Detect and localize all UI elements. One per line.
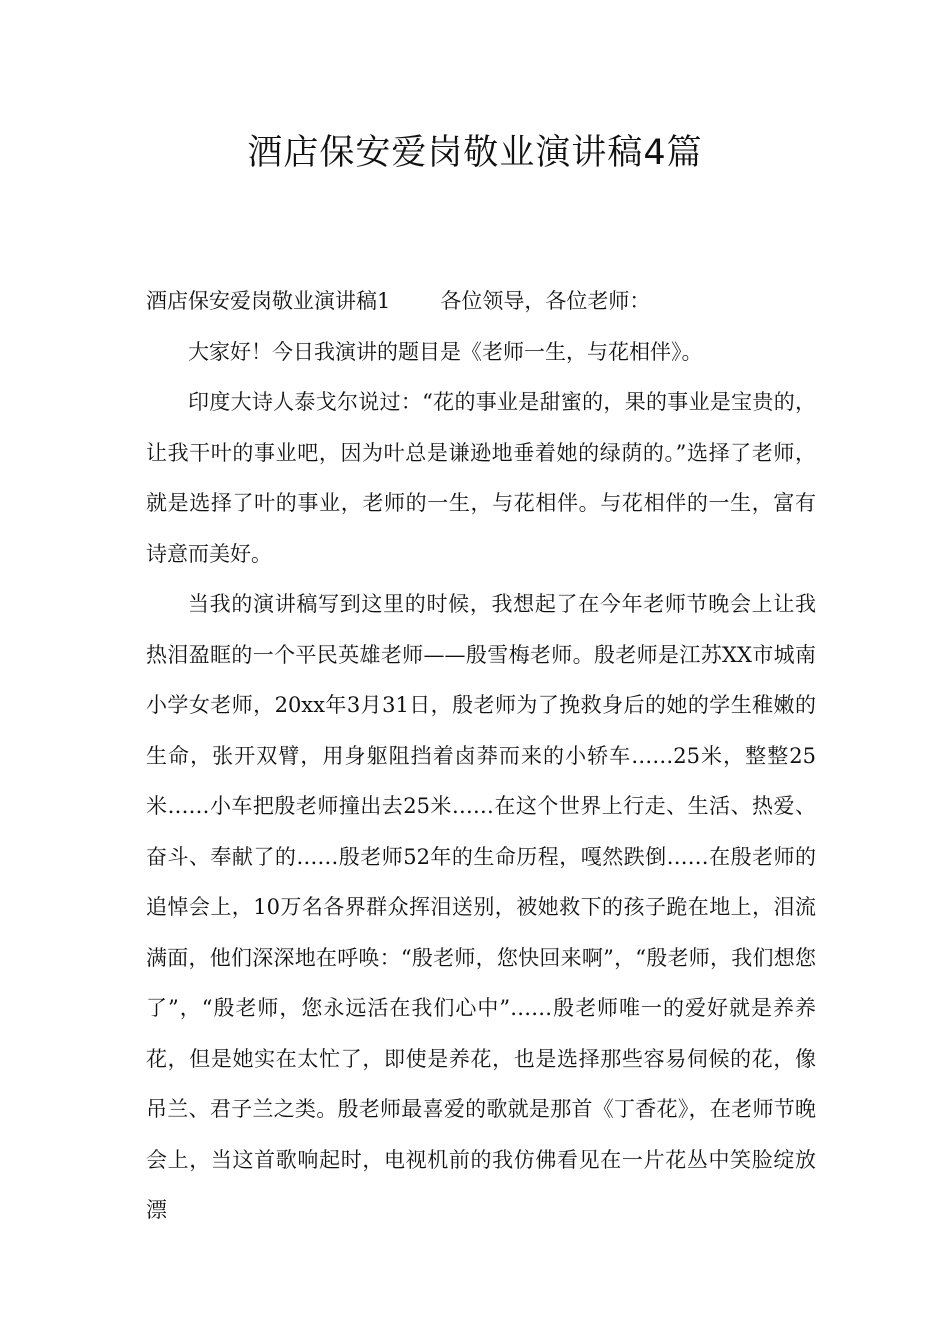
heading-line xyxy=(146,276,816,327)
document-body xyxy=(146,276,816,1236)
salutation: 各位领导，各位老师： xyxy=(440,289,651,313)
paragraph-yin-xuemei: 当我的演讲稿写到这里的时候，我想起了在今年老师节晚会上让我热泪盈眶的一个平民英雄老师——殷雪梅老师。殷老师是江苏XX市城南小学女老师，20xx年3月31日，殷老师为了挽救身后的她的学生稚嫩的生命，张开双臂，用身躯阻挡着卤莽而来的小轿车……25米，整整25米……小车把殷老师撞出去25米……在这个世界上行走、生活、热爱、奋斗、奉献了的……殷老师52年的生命历程，嘎然跌倒……在殷老师的追悼会上，10万名各界群众挥泪送别，被她救下的孩子跪在地上，泪流满面，他们深深地在呼唤：“殷老师，您快回来啊”，“殷老师，我们想您了”，“殷老师，您永远活在我们心中”……殷老师唯一的爱好就是养养花，但是她实在太忙了，即使是养花，也是选择那些容易伺候的花，像吊兰、君子兰之类。殷老师最喜爱的歌就是那首《丁香花》，在老师节晚会上，当这首歌响起时，电视机前的我仿佛看见在一片花丛中笑脸绽放漂 xyxy=(146,592,816,1222)
paragraph-tagore-quote: 印度大诗人泰戈尔说过：“花的事业是甜蜜的，果的事业是宝贵的，让我干叶的事业吧，因为叶总是谦逊地垂着她的绿荫的。”选择了老师，就是选择了叶的事业，老师的一生，与花相伴。与花相伴的一生，富有诗意而美好。 xyxy=(146,390,816,566)
paragraph-greeting: 大家好！今日我演讲的题目是《老师一生，与花相伴》。 xyxy=(188,339,703,364)
section-heading: 酒店保安爱岗敬业演讲稿1 xyxy=(146,289,391,313)
document-title: 酒店保安爱岗敬业演讲稿4篇 xyxy=(247,133,703,173)
